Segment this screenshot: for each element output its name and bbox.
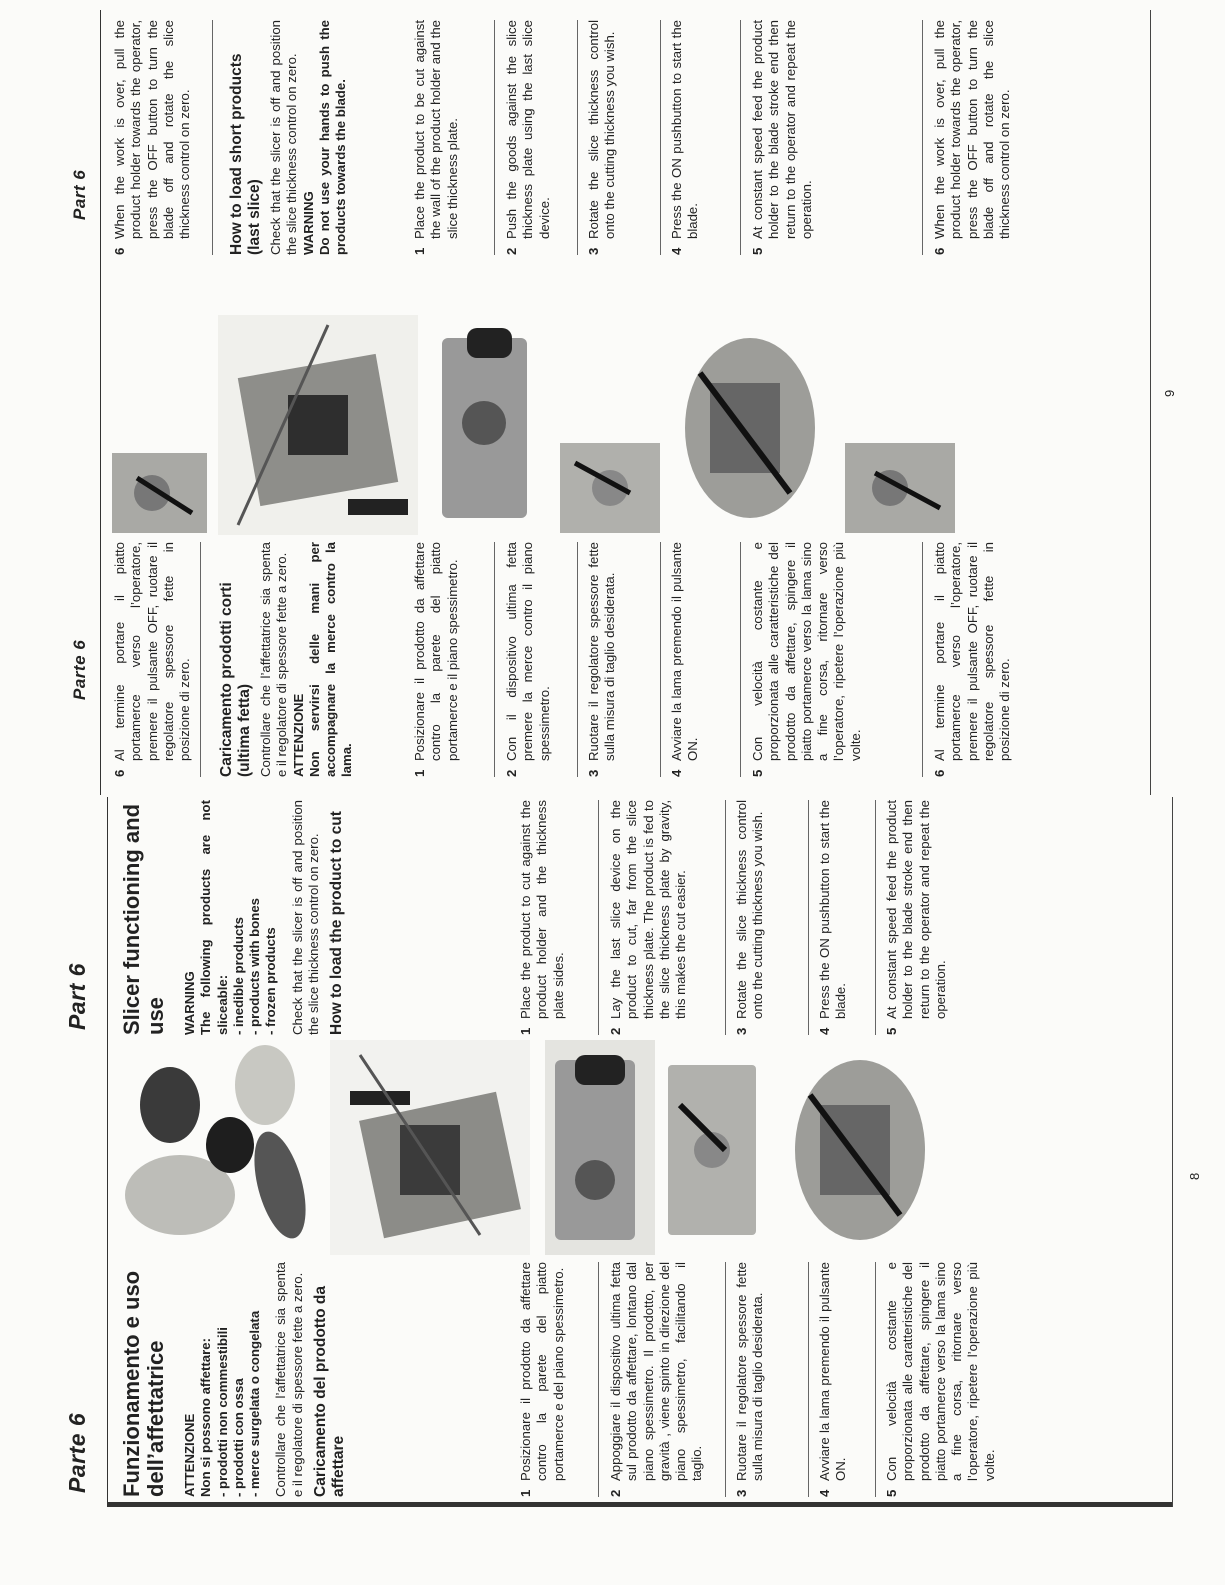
page8-it-step-3: 3 Ruotare il regolatore spessore fette sulla misura di taglio desiderata.: [734, 1262, 766, 1497]
page8-en-step-2: 2 Lay the last slice device on the product to cut, far from the slice thickness plate. The product is fed to the slice thickness plate by gravity, this makes the cut easier.: [608, 800, 689, 1035]
page8-it-item: - prodotti non commestibili: [214, 1327, 230, 1497]
page9-en-step-2: 2 Push the goods against the slice thickness plate using the last slice device.: [504, 20, 552, 255]
divider: [577, 542, 578, 777]
page8-top-rule: [107, 797, 108, 1507]
page8-en-item: - inedible products: [230, 917, 246, 1035]
slicer-operation-photo-2: [670, 318, 835, 533]
page8-it-load-heading: Caricamento del prodotto da affettare: [312, 1286, 348, 1497]
page8-it-step-4: 4 Avviare la lama premendo il pulsante ON.: [817, 1262, 849, 1497]
slicer-operation-photo: [780, 1040, 940, 1255]
page8-en-warning-label: WARNING: [182, 971, 197, 1035]
page8-en-item: - frozen products: [263, 927, 279, 1035]
divider: [875, 1262, 876, 1497]
page9-en-step-6: 6 When the work is over, pull the product holder towards the operator, press the OFF button to turn the blade off and rotate the slice thickness control on zero.: [932, 20, 1013, 255]
page9-en-check: Check that the slicer is off and position the slice thickness control on zero.: [268, 20, 300, 255]
last-slice-device-photo: [545, 1040, 655, 1255]
page8-en-item: - products with bones: [247, 897, 263, 1035]
page9-en-warning-label: WARNING: [300, 191, 316, 255]
divider: [808, 800, 809, 1035]
divider: [922, 20, 923, 255]
page8-it-title: Funzionamento e uso dell’affettatrice: [119, 1270, 168, 1497]
page9-it-header: Parte 6: [70, 639, 89, 700]
page9-it-step-6: 6 Al termine portare il piatto portamerce verso l’operatore, premere il pulsante OFF, ruotare il regolatore spessore fette in posizione di zero.: [932, 542, 1013, 777]
page9-it-step-6-top: 6 Al termine portare il piatto portamerce verso l’operatore, premere il pulsante OFF, ruotare il regolatore spessore fette in posizione di zero.: [112, 542, 193, 777]
page8-number: 8: [1187, 1172, 1202, 1180]
divider: [740, 542, 741, 777]
page8-it-check: Controllare che l’affettatrice sia spenta e il regolatore di spessore fette a zero.: [273, 1262, 305, 1497]
page8-it-step-5: 5 Con velocità costante e proporzionata alle caratteristiche del prodotto da affettare, spingere il piatto portamerce verso la lama sino a fine corsa, ritornare verso l’operatore, ripetere l’operazione più volte.: [884, 1262, 997, 1497]
page9-it-short-heading: Caricamento prodotti corti (ultima fetta): [218, 582, 253, 777]
page9-en-warning-text: Do not use your hands to push the products towards the blade.: [316, 20, 349, 255]
divider: [660, 20, 661, 255]
last-slice-press-photo: [432, 318, 547, 533]
divider: [922, 542, 923, 777]
page8-en-header: Part 6: [64, 963, 90, 1030]
divider: [875, 800, 876, 1035]
divider: [725, 800, 726, 1035]
divider: [494, 542, 495, 777]
page9-number: 9: [1162, 389, 1177, 397]
page8-en-step-3: 3 Rotate the slice thickness control onto the cutting thickness you wish.: [734, 800, 766, 1035]
page8-left-bar: [107, 1502, 1172, 1507]
page8-en-load-heading: How to load the product to cut: [328, 811, 346, 1035]
page8-it-attention-label: ATTENZIONE: [182, 1413, 197, 1497]
page9-it-step-4: 4 Avviare la lama premendo il pulsante ON.: [669, 542, 701, 777]
page8-it-header: Parte 6: [64, 1412, 90, 1493]
divider: [577, 20, 578, 255]
page8-it-step-2: 2 Appoggiare il dispositivo ultima fetta sul prodotto da affettare, lontano dal piano spessimetro. Il prodotto, per gravità , viene spinto in direzione del piano spessimetro, facilitando il taglio.: [608, 1262, 705, 1497]
page9-it-attention-label: ATTENZIONE: [290, 693, 306, 777]
page8-en-column: [120, 800, 1175, 1035]
thickness-zero-photo-2: [845, 443, 955, 533]
page8-en-title: Slicer functioning and use: [119, 803, 168, 1035]
page8-en-step-4: 4 Press the ON pushbutton to start the blade.: [817, 800, 849, 1035]
product-placement-photo: [330, 1040, 530, 1255]
thickness-knob-photo: [660, 1040, 770, 1255]
page8-it-step-1: 1 Posizionare il prodotto da affettare contro la parete del piatto portamerce e del piano spessimetro.: [518, 1262, 566, 1497]
page8-it-item: - prodotti con ossa: [230, 1378, 246, 1497]
page9-it-step-2: 2 Con il dispositivo ultima fetta premere la merce contro il piano spessimetro.: [504, 542, 552, 777]
divider: [725, 1262, 726, 1497]
divider: [808, 1262, 809, 1497]
page9-it-attention-text: Non servirsi delle mani per accompagnare la merce contro la lama.: [306, 542, 355, 777]
page8-en-step-1: 1 Place the product to cut against the product holder and the thickness plate sides.: [518, 800, 566, 1035]
page8-en-step-5: 5 At constant speed feed the product holder to the blade stroke end then return to the operator and repeat the operation.: [884, 800, 948, 1035]
short-product-placement-photo: [218, 315, 418, 535]
thickness-zero-photo: [112, 453, 207, 533]
divider: [598, 800, 599, 1035]
page9-en-step-5: 5 At constant speed feed the product holder to the blade stroke end then return to the operator and repeat the operation.: [750, 20, 814, 255]
page8-en-not-sliceable: The following products are not sliceable:: [198, 800, 230, 1035]
thickness-knob-photo-2: [560, 443, 660, 533]
page9-en-header: Part 6: [70, 169, 89, 220]
divider: [660, 542, 661, 777]
page9-en-step-4: 4 Press the ON pushbutton to start the blade.: [669, 20, 701, 255]
sliceable-products-photo: [120, 1040, 320, 1255]
page9-en-step-3: 3 Rotate the slice thickness control onto the cutting thickness you wish.: [586, 20, 618, 255]
manual-page-8: [0, 795, 1225, 1585]
page9-en-step-6-top: 6 When the work is over, pull the product holder towards the operator, press the OFF button to turn the blade off and rotate the slice thickness control on zero.: [112, 20, 193, 255]
page9-en-short-heading: How to load short products (last slice): [228, 53, 263, 255]
page9-it-column: [112, 542, 1175, 777]
page8-it-item: - merce surgelata o congelata: [247, 1310, 263, 1497]
divider: [740, 20, 741, 255]
page8-it-not-sliceable: Non si possono affettare:: [198, 1338, 214, 1497]
divider: [200, 542, 201, 777]
divider: [212, 20, 213, 255]
page9-it-step-3: 3 Ruotare il regolatore spessore fette sulla misura di taglio desiderata.: [586, 542, 618, 777]
page9-en-column: [112, 20, 1175, 255]
page9-top-rule: [100, 10, 101, 795]
page9-it-check: Controllare che l’affettatrice sia spenta e il regolatore di spessore fette a zero.: [258, 542, 290, 777]
page9-it-step-1: 1 Posizionare il prodotto da affettare contro la parete del piatto portamerce e il piano spessimetro.: [412, 542, 460, 777]
page9-it-step-5: 5 Con velocità costante e proporzionata alle caratteristiche del prodotto da affettare, spingere il piatto portamerce verso la lama sino a fine corsa, ritornare verso l’operatore, ripetere l’operazione più volte.: [750, 542, 863, 777]
page9-en-step-1: 1 Place the product to be cut against the wall of the product holder and the slice thickness plate.: [412, 20, 460, 255]
divider: [494, 20, 495, 255]
divider: [598, 1262, 599, 1497]
page8-it-column: [120, 1262, 1175, 1497]
page8-en-check: Check that the slicer is off and position the slice thickness control on zero.: [289, 800, 322, 1035]
